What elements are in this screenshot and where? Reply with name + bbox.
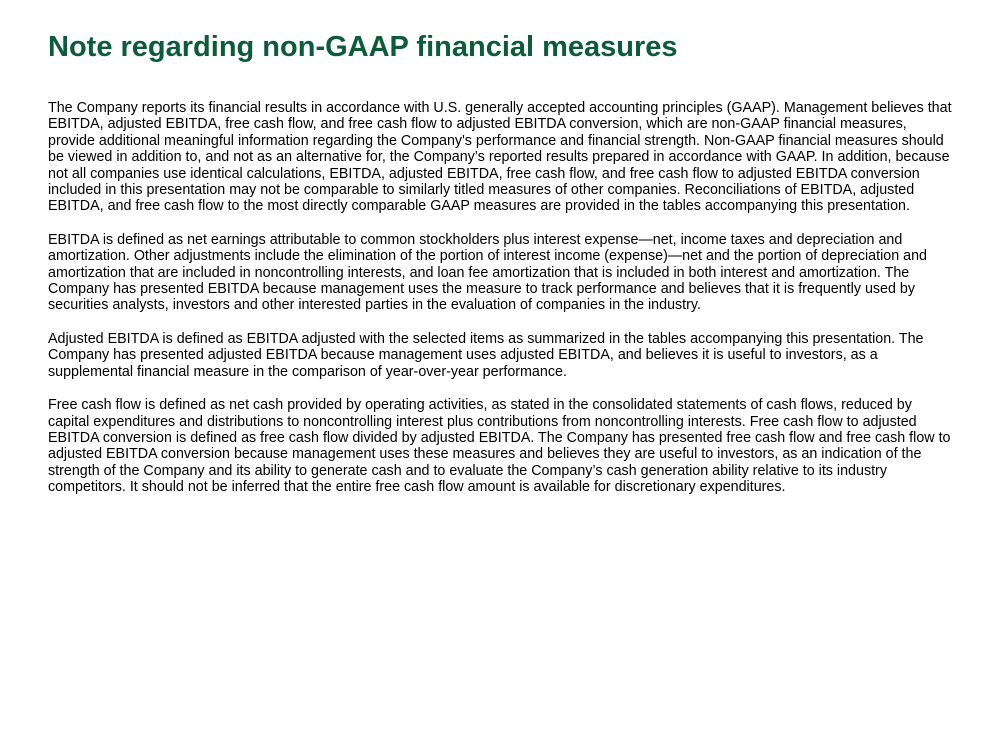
paragraph-adjusted-ebitda-definition: Adjusted EBITDA is defined as EBITDA adjusted with the selected items as summarized in the tables accompanying this presentation. The Company has presented adjusted EBITDA because management uses adjusted EBITDA, and believes it is useful to investors, as a supplemental financial measure in the comparison of year-over-year performance. bbox=[48, 330, 924, 380]
body-text bbox=[48, 100, 953, 513]
page-title: Note regarding non-GAAP financial measures bbox=[48, 31, 678, 63]
paragraph-ebitda-definition: EBITDA is defined as net earnings attributable to common stockholders plus interest expense—net, income taxes and depreciation and amortization. Other adjustments include the elimination of the portion of interest income (expense)—net and the portion of depreciation and amortization that are included in noncontrolling interests, and loan fee amortization that is included in both interest and amortization. The Company has presented EBITDA because management uses the measure to track performance and believes that it is frequently used by securities analysts, investors and other interested parties in the evaluation of companies in the industry. bbox=[48, 231, 927, 314]
paragraph-gaap-intro: The Company reports its financial results in accordance with U.S. generally accepted accounting principles (GAAP). Management believes that EBITDA, adjusted EBITDA, free cash flow, and free cash flow to adjusted EBITDA conversion, which are non-GAAP financial measures, provide additional meaningful information regarding the Company's performance and financial strength. Non-GAAP financial measures should be viewed in addition to, and not as an alternative for, the Company’s reported results prepared in accordance with GAAP. In addition, because not all companies use identical calculations, EBITDA, adjusted EBITDA, free cash flow, and free cash flow to adjusted EBITDA conversion included in this presentation may not be comparable to similarly titled measures of other companies. Reconciliations of EBITDA, adjusted EBITDA, and free cash flow to the most directly comparable GAAP measures are provided in the tables accompanying this presentation. bbox=[48, 100, 952, 215]
paragraph-free-cash-flow-definition: Free cash flow is defined as net cash provided by operating activities, as stated in the consolidated statements of cash flows, reduced by capital expenditures and distributions to noncontrolling interest plus contributions from noncontrolling interests. Free cash flow to adjusted EBITDA conversion is defined as free cash flow divided by adjusted EBITDA. The Company has presented free cash flow and free cash flow to adjusted EBITDA conversion because management uses these measures and believes they are useful to investors, as an indication of the strength of the Company and its ability to generate cash and to evaluate the Company’s cash generation ability relative to its industry competitors. It should not be inferred that the entire free cash flow amount is available for discretionary expenditures. bbox=[48, 397, 951, 496]
